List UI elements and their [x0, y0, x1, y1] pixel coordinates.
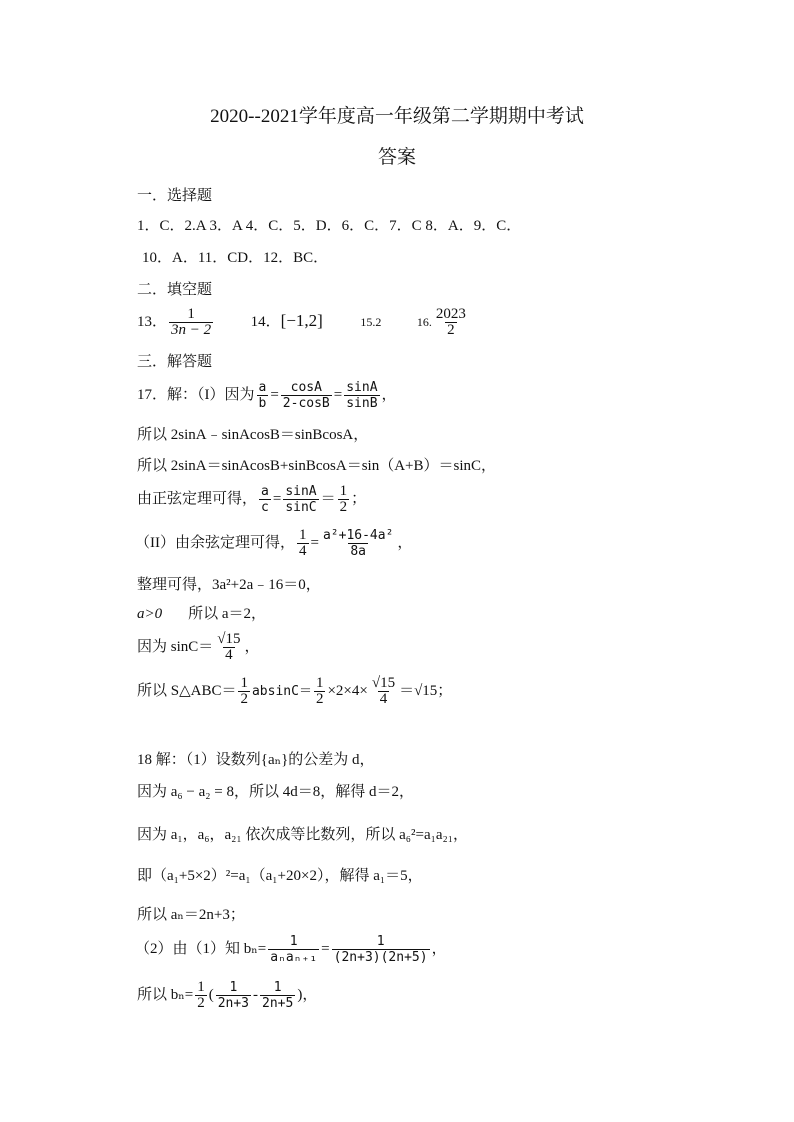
page-subtitle: 答案	[377, 147, 416, 168]
frac-num: 1	[315, 675, 324, 691]
q17-l1-text: 17．解：（I）因为	[137, 386, 255, 403]
q18-frac-half	[195, 980, 207, 1011]
q17-l9-end: ＝√15；	[399, 682, 453, 699]
q18-frac-a	[216, 980, 251, 1011]
frac-num: cosA	[290, 380, 322, 395]
punct: ，	[431, 940, 447, 957]
frac-den: 4	[379, 691, 388, 707]
paren-open: (	[208, 986, 214, 1003]
frac-num: √15	[217, 631, 241, 647]
equals: =	[333, 386, 343, 403]
q13-num: 1	[187, 306, 195, 322]
q13-fraction	[169, 307, 213, 338]
q17-l9-mid2: ×2×4×	[327, 682, 368, 699]
frac-num: sinA	[285, 484, 317, 499]
frac-den: 4	[225, 647, 233, 663]
q16-den: 2	[447, 322, 455, 338]
frac-den: 4	[299, 543, 307, 559]
q17-l5-text: （II）由余弦定理可得，	[135, 534, 295, 551]
frac-num: 1	[339, 483, 348, 499]
q18-line2: 因为 a₆ − a₂ = 8，所以 4d＝8，解得 d＝2，	[137, 784, 414, 800]
q17-l9-mid1: absinC＝	[251, 683, 312, 699]
q13-den: 3n − 2	[171, 322, 212, 338]
q18-l6-text: （2）由（1）知 bₙ=	[135, 940, 267, 957]
frac-den: 2n+3	[217, 996, 250, 1011]
section-choice: 一．选择题	[137, 188, 213, 204]
q17-l8-text: 因为 sinC＝	[137, 638, 214, 655]
section-solve: 三．解答题	[137, 354, 213, 370]
q17-line7	[137, 604, 266, 624]
fill-answers	[137, 307, 470, 338]
q15-answer: 15.2	[360, 314, 382, 329]
q17-line1	[137, 380, 397, 411]
frac-den: 2	[339, 499, 348, 515]
frac-den: 2	[197, 995, 205, 1011]
frac-den: c	[261, 500, 269, 515]
q17-line4: 由正弦定理可得， $\frac{a}{c}$ = $\frac{\sin A}{\sin C}$ ＝ $\frac{1}{2}$ ；	[137, 483, 367, 515]
frac-den: aₙaₙ₊₁	[270, 950, 318, 965]
frac-den: b	[258, 396, 267, 411]
q14-label: 14．	[250, 313, 281, 330]
q18-line6: （2）由（1）知 bₙ= $\frac{1}{\text{aₙaₙ₊₁}}$ = $\frac{1}{(2n+3)(2n+5)}$ ，	[135, 934, 447, 965]
frac-den: 8a	[350, 544, 367, 559]
q17-frac-sin	[344, 380, 379, 411]
q14-value: [−1,2]	[280, 310, 323, 330]
minus: -	[253, 986, 259, 1003]
choice-answers-row2: 10．A．11．CD．12．BC．	[142, 250, 329, 266]
q17-line8	[137, 632, 260, 663]
q17-l7-text: 所以 a＝2，	[188, 606, 267, 622]
q17-line5: （II）由余弦定理可得， $\frac{1}{4}$ = $\frac{\text{a²+16-4a²}}{8a}$ ，	[135, 527, 413, 559]
frac-num: a	[261, 484, 269, 499]
section-fill: 二．填空题	[137, 282, 213, 298]
q18-line7	[137, 980, 317, 1011]
punct: ，	[244, 638, 260, 655]
frac-num: 1	[299, 527, 307, 543]
page-title: 2020--2021学年度高一年级第二学期期中考试	[210, 106, 584, 127]
frac-num: 1	[273, 980, 282, 995]
q17-frac-cosine	[321, 528, 395, 559]
frac-num: 1	[229, 980, 238, 995]
q18-l7-text: 所以 bₙ=	[137, 986, 194, 1003]
paren-close: )，	[297, 986, 318, 1003]
frac-num: √15	[371, 675, 396, 691]
q17-l9-text: 所以 S△ABC＝	[137, 682, 237, 699]
frac-num: 1	[376, 934, 385, 949]
q17-frac-sqrt15-4b	[370, 676, 397, 707]
frac-num: sinA	[346, 380, 378, 395]
q13-label: 13．	[137, 313, 168, 330]
frac-den: sinC	[285, 500, 317, 515]
frac-num: a²+16-4a²	[322, 528, 394, 543]
frac-den: 2	[240, 691, 248, 707]
q18-frac-bn	[268, 934, 319, 965]
q16-label: 16.	[416, 314, 432, 329]
q17-line6: 整理可得，3a²+2a﹣16＝0，	[137, 577, 321, 593]
frac-num: a	[258, 380, 267, 395]
frac-num: 1	[240, 675, 248, 691]
q17-frac-cos	[281, 380, 332, 411]
q17-frac-half	[338, 484, 350, 515]
q18-frac-product	[332, 934, 430, 965]
q18-line5: 所以 aₙ＝2n+3；	[137, 907, 245, 923]
q17-frac-half-a	[238, 676, 250, 707]
q17-line9	[137, 676, 452, 707]
equals: =	[270, 386, 279, 403]
q17-line2: 所以 2sinA﹣sinAcosB＝sinBcosA，	[137, 427, 369, 443]
q17-line3: 所以 2sinA＝sinAcosB+sinBcosA＝sin（A+B）＝sinC，	[137, 458, 497, 474]
q18-line3: 因为 a₁，a₆，a₂₁ 依次成等比数列，所以 a₆²=a₁a₂₁，	[137, 827, 468, 843]
q16-fraction	[434, 307, 468, 338]
q17-frac-half-b	[314, 676, 326, 707]
q18-line4: 即（a₁+5×2）²=a₁（a₁+20×2），解得 a₁＝5，	[137, 868, 423, 884]
frac-den: sinB	[346, 396, 378, 411]
q17-frac-a-b	[257, 380, 269, 411]
frac-den: 2-cosB	[282, 396, 330, 411]
choice-answers-row1: 1．C．2.A 3．A 4．C．5．D．6．C．7．C 8．A．9．C．	[137, 218, 522, 234]
frac-num: 1	[289, 934, 298, 949]
punct: ，	[397, 534, 413, 551]
q17-frac-sinA-sinC	[283, 484, 318, 515]
punct: ；	[351, 490, 367, 507]
q18-line1: 18 解：（1）设数列{aₙ}的公差为 d，	[137, 752, 375, 768]
punct: ，	[381, 386, 397, 403]
q17-frac-quarter	[297, 528, 309, 559]
q17-l4-text: 由正弦定理可得，	[137, 490, 258, 507]
q18-frac-b	[260, 980, 295, 1011]
q17-frac-sqrt15-4	[215, 632, 242, 663]
q16-num: 2023	[435, 306, 466, 322]
q17-frac-a-c	[259, 484, 271, 515]
q17-l7-cond: a>0	[137, 606, 163, 622]
frac-den: 2	[315, 691, 324, 707]
frac-den: (2n+3)(2n+5)	[333, 950, 428, 965]
frac-num: 1	[197, 979, 205, 995]
frac-den: 2n+5	[262, 996, 294, 1011]
